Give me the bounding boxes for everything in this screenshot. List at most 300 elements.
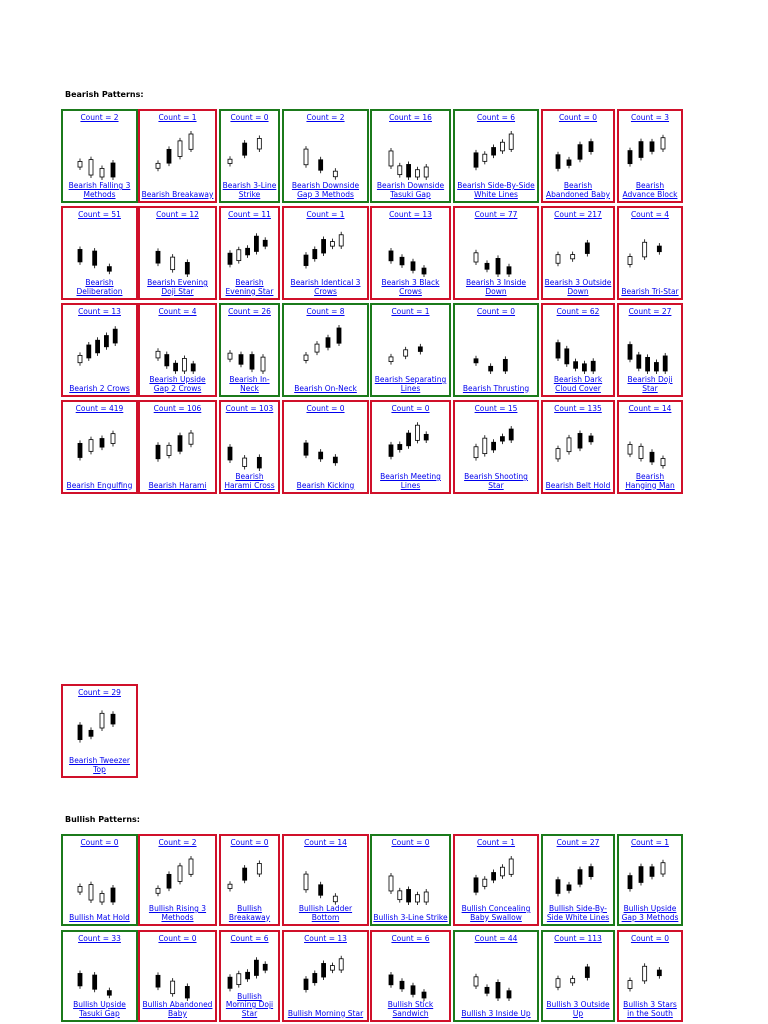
candle-body bbox=[500, 437, 504, 441]
candle-body bbox=[89, 730, 93, 736]
pattern-count-link[interactable]: Count = 11 bbox=[228, 210, 271, 219]
pattern-count-link[interactable]: Count = 1 bbox=[630, 838, 670, 847]
candle-body bbox=[92, 975, 96, 989]
pattern-count-link[interactable]: Count = 4 bbox=[158, 307, 197, 316]
pattern-count-link[interactable]: Count = 27 bbox=[628, 307, 672, 316]
pattern-name-link[interactable]: Bearish Doji Star bbox=[627, 375, 673, 393]
candlestick-pattern-icon bbox=[220, 325, 280, 375]
candlestick-pattern-icon bbox=[296, 131, 356, 181]
pattern-count-link[interactable]: Count = 4 bbox=[630, 210, 670, 219]
candle-body bbox=[639, 446, 643, 458]
candle-body bbox=[113, 329, 117, 343]
pattern-cell bbox=[138, 930, 217, 1022]
candle-body bbox=[657, 246, 661, 252]
candlestick-pattern-icon bbox=[381, 422, 441, 472]
candlestick-pattern-icon bbox=[70, 131, 130, 181]
candle-body bbox=[111, 434, 115, 444]
candle-body bbox=[571, 255, 575, 259]
pattern-name-link[interactable]: Bullish Upside Tasuki Gap bbox=[73, 1000, 126, 1018]
candle-body bbox=[100, 713, 104, 728]
pattern-cell bbox=[219, 206, 280, 300]
pattern-name-link[interactable]: Bearish Hanging Man bbox=[625, 472, 675, 490]
candle-body bbox=[507, 991, 511, 998]
candle-body bbox=[156, 445, 160, 458]
pattern-cell bbox=[282, 303, 369, 397]
candle-body bbox=[304, 874, 308, 890]
candlestick-pattern-icon bbox=[620, 228, 680, 278]
pattern-name-link[interactable]: Bullish 3 Stars in the South bbox=[623, 1000, 677, 1018]
pattern-count-link[interactable]: Count = 0 bbox=[80, 838, 119, 847]
candle-body bbox=[170, 257, 174, 270]
candle-body bbox=[236, 974, 240, 985]
pattern-cell bbox=[453, 930, 539, 1022]
pattern-name-link[interactable]: Bullish 3-Line Strike bbox=[373, 912, 448, 922]
candle-body bbox=[191, 364, 195, 371]
candle-body bbox=[167, 445, 171, 455]
pattern-cell bbox=[541, 109, 615, 203]
candle-body bbox=[228, 447, 232, 460]
candle-body bbox=[485, 987, 489, 993]
pattern-count-link[interactable]: Count = 135 bbox=[554, 404, 602, 413]
candlestick-pattern-icon bbox=[620, 856, 680, 906]
candle-body bbox=[318, 885, 322, 895]
pattern-name-link[interactable]: Bullish Side-By-Side White Lines bbox=[546, 904, 610, 922]
candlestick-pattern-icon bbox=[548, 228, 608, 278]
candlestick-pattern-icon bbox=[466, 325, 526, 375]
pattern-count-link[interactable]: Count = 62 bbox=[556, 307, 600, 316]
candle-body bbox=[189, 134, 193, 149]
candle-body bbox=[654, 362, 658, 371]
candle-body bbox=[589, 867, 593, 877]
candle-body bbox=[509, 859, 513, 874]
pattern-name-link[interactable]: Bearish Downside Gap 3 Methods bbox=[291, 181, 360, 199]
candle-body bbox=[245, 248, 249, 255]
pattern-count-link[interactable]: Count = 15 bbox=[474, 404, 518, 413]
pattern-cell bbox=[617, 400, 683, 494]
candle-body bbox=[415, 895, 419, 902]
pattern-cell bbox=[453, 206, 539, 300]
pattern-name-link[interactable]: Bearish Upside Gap 2 Crows bbox=[149, 375, 206, 393]
pattern-name-link[interactable]: Bearish Shooting Star bbox=[464, 472, 528, 490]
candlestick-pattern-icon bbox=[220, 422, 280, 472]
pattern-cell bbox=[61, 400, 138, 494]
candle-body bbox=[578, 870, 582, 885]
candle-body bbox=[578, 145, 582, 160]
pattern-cell bbox=[617, 834, 683, 926]
pattern-cell bbox=[219, 109, 280, 203]
candle-body bbox=[474, 153, 478, 167]
candle-body bbox=[643, 966, 647, 981]
candle-body bbox=[100, 438, 104, 447]
candle-body bbox=[78, 886, 82, 892]
candle-body bbox=[496, 258, 500, 274]
candle-body bbox=[312, 249, 316, 258]
candle-body bbox=[403, 350, 407, 356]
candle-body bbox=[406, 164, 410, 177]
candle-body bbox=[333, 896, 337, 902]
pattern-cell bbox=[370, 206, 451, 300]
pattern-name-link[interactable]: Bearish 2 Crows bbox=[69, 383, 130, 393]
candle-body bbox=[397, 444, 401, 449]
candle-body bbox=[503, 359, 507, 371]
candle-body bbox=[650, 142, 654, 152]
pattern-cell bbox=[453, 303, 539, 397]
pattern-count-link[interactable]: Count = 103 bbox=[225, 404, 274, 413]
candle-body bbox=[657, 970, 661, 976]
pattern-name-link[interactable]: Bearish Advance Block bbox=[622, 181, 678, 199]
pattern-name-link[interactable]: Bearish Harami Cross bbox=[224, 472, 275, 490]
candle-body bbox=[567, 885, 571, 890]
pattern-name-link[interactable]: Bearish 3 Inside Down bbox=[465, 278, 527, 296]
candle-body bbox=[389, 357, 393, 362]
pattern-name-link[interactable]: Bullish Breakaway bbox=[228, 904, 271, 922]
pattern-name-link[interactable]: Bearish Tri-Star bbox=[621, 286, 679, 296]
candle-body bbox=[650, 452, 654, 462]
pattern-name-link[interactable]: Bullish Stick Sandwich bbox=[387, 1000, 434, 1018]
candle-body bbox=[304, 355, 308, 360]
pattern-name-link[interactable]: Bullish 3 Outside Up bbox=[546, 1000, 610, 1018]
pattern-name-link[interactable]: Bearish 3 Black Crows bbox=[381, 278, 440, 296]
pattern-cell bbox=[61, 206, 138, 300]
pattern-count-link[interactable]: Count = 13 bbox=[304, 934, 347, 943]
candle-body bbox=[78, 249, 82, 261]
pattern-cell bbox=[282, 109, 369, 203]
candle-body bbox=[400, 257, 404, 265]
candlestick-pattern-icon bbox=[70, 325, 130, 375]
candle-body bbox=[406, 889, 410, 902]
candle-body bbox=[242, 143, 246, 155]
candle-body bbox=[189, 433, 193, 444]
pattern-count-link[interactable]: Count = 0 bbox=[230, 113, 269, 122]
candle-body bbox=[263, 964, 267, 970]
pattern-name-link[interactable]: Bullish Abandoned Baby bbox=[142, 1000, 213, 1018]
candle-body bbox=[321, 239, 325, 253]
pattern-count-link[interactable]: Count = 13 bbox=[389, 210, 432, 219]
candle-body bbox=[89, 885, 93, 900]
candle-body bbox=[585, 243, 589, 254]
pattern-name-link[interactable]: Bearish Downside Tasuki Gap bbox=[376, 181, 445, 199]
candle-body bbox=[639, 142, 643, 158]
pattern-count-link[interactable]: Count = 77 bbox=[474, 210, 518, 219]
candle-body bbox=[567, 438, 571, 452]
pattern-cell bbox=[617, 109, 683, 203]
candlestick-pattern-icon bbox=[466, 856, 526, 906]
pattern-name-link[interactable]: Bullish Morning Star bbox=[287, 1008, 364, 1018]
candle-body bbox=[489, 366, 493, 371]
pattern-count-link[interactable]: Count = 0 bbox=[630, 934, 670, 943]
pattern-name-link[interactable]: Bearish Breakaway bbox=[141, 189, 214, 199]
pattern-cell bbox=[138, 303, 217, 397]
candle-body bbox=[574, 362, 578, 369]
candle-body bbox=[321, 963, 325, 977]
candlestick-pattern-icon bbox=[296, 228, 356, 278]
candlestick-pattern-icon bbox=[148, 952, 208, 1002]
candle-body bbox=[156, 351, 160, 358]
candlestick-pattern-icon bbox=[296, 325, 356, 375]
pattern-count-link[interactable]: Count = 2 bbox=[306, 113, 345, 122]
candle-body bbox=[326, 338, 330, 348]
candle-body bbox=[304, 255, 308, 265]
pattern-name-link[interactable]: Bearish Meeting Lines bbox=[380, 472, 441, 490]
pattern-name-link[interactable]: Bearish Identical 3 Crows bbox=[290, 278, 361, 296]
candle-body bbox=[628, 257, 632, 265]
pattern-cell bbox=[453, 109, 539, 203]
candle-body bbox=[415, 425, 419, 440]
pattern-count-link[interactable]: Count = 44 bbox=[474, 934, 518, 943]
candle-body bbox=[318, 160, 322, 170]
candle-body bbox=[107, 267, 111, 272]
pattern-cell bbox=[282, 930, 369, 1022]
candle-body bbox=[474, 253, 478, 262]
candle-body bbox=[337, 328, 341, 343]
candle-body bbox=[228, 253, 232, 264]
candlestick-pattern-icon bbox=[381, 856, 441, 906]
pattern-name-link[interactable]: Bearish 3-Line Strike bbox=[222, 181, 277, 199]
candle-body bbox=[661, 863, 665, 874]
pattern-count-link[interactable]: Count = 14 bbox=[628, 404, 672, 413]
candle-body bbox=[182, 358, 186, 371]
candle-body bbox=[257, 138, 261, 149]
pattern-count-link[interactable]: Count = 0 bbox=[391, 404, 430, 413]
candle-body bbox=[242, 868, 246, 880]
candle-body bbox=[637, 355, 641, 368]
pattern-count-link[interactable]: Count = 12 bbox=[156, 210, 199, 219]
pattern-count-link[interactable]: Count = 1 bbox=[306, 210, 345, 219]
candle-body bbox=[567, 160, 571, 165]
candlestick-pattern-icon bbox=[70, 706, 130, 756]
candlestick-pattern-icon bbox=[148, 422, 208, 472]
pattern-cell bbox=[138, 834, 217, 926]
candle-body bbox=[111, 714, 115, 724]
pattern-name-link[interactable]: Bullish Rising 3 Methods bbox=[148, 904, 207, 922]
candle-body bbox=[556, 255, 560, 264]
pattern-count-link[interactable]: Count = 0 bbox=[391, 838, 430, 847]
candle-body bbox=[474, 977, 478, 986]
candlestick-pattern-icon bbox=[548, 422, 608, 472]
candle-body bbox=[111, 888, 115, 902]
candlestick-pattern-icon bbox=[148, 228, 208, 278]
pattern-count-link[interactable]: Count = 33 bbox=[78, 934, 121, 943]
candlestick-pattern-icon bbox=[148, 325, 208, 375]
candle-body bbox=[304, 149, 308, 165]
candlestick-pattern-icon bbox=[620, 325, 680, 375]
pattern-count-link[interactable]: Count = 2 bbox=[158, 838, 197, 847]
pattern-name-link[interactable]: Bearish Separating Lines bbox=[374, 375, 447, 393]
candle-body bbox=[333, 171, 337, 177]
candlestick-pattern-icon bbox=[220, 228, 280, 278]
candlestick-pattern-icon bbox=[381, 952, 441, 1002]
candle-body bbox=[257, 457, 261, 468]
pattern-count-link[interactable]: Count = 16 bbox=[389, 113, 432, 122]
pattern-count-link[interactable]: Count = 0 bbox=[558, 113, 598, 122]
pattern-cell bbox=[61, 109, 138, 203]
candle-body bbox=[400, 981, 404, 989]
candlestick-pattern-icon bbox=[548, 325, 608, 375]
pattern-name-link[interactable]: Bearish Thrusting bbox=[462, 383, 530, 393]
candlestick-pattern-icon bbox=[381, 325, 441, 375]
candlestick-pattern-icon bbox=[620, 422, 680, 472]
candlestick-pattern-icon bbox=[70, 422, 130, 472]
pattern-cell bbox=[138, 400, 217, 494]
candle-body bbox=[492, 873, 496, 881]
candle-body bbox=[591, 361, 595, 371]
candle-body bbox=[565, 349, 569, 364]
pattern-count-link[interactable]: Count = 3 bbox=[630, 113, 670, 122]
candle-body bbox=[646, 357, 650, 371]
pattern-cell bbox=[219, 930, 280, 1022]
pattern-cell bbox=[453, 400, 539, 494]
candle-body bbox=[89, 160, 93, 175]
pattern-count-link[interactable]: Count = 51 bbox=[78, 210, 121, 219]
pattern-count-link[interactable]: Count = 2 bbox=[80, 113, 119, 122]
candle-body bbox=[663, 356, 667, 371]
pattern-name-link[interactable]: Bearish Kicking bbox=[296, 480, 355, 490]
candle-body bbox=[254, 960, 258, 975]
pattern-count-link[interactable]: Count = 1 bbox=[158, 113, 197, 122]
pattern-cell bbox=[282, 400, 369, 494]
pattern-name-link[interactable]: Bearish Side-By-Side White Lines bbox=[457, 181, 535, 199]
pattern-count-link[interactable]: Count = 14 bbox=[304, 838, 347, 847]
candle-body bbox=[661, 138, 665, 149]
pattern-count-link[interactable]: Count = 0 bbox=[476, 307, 516, 316]
pattern-name-link[interactable]: Bearish 3 Outside Down bbox=[544, 278, 612, 296]
candle-body bbox=[330, 966, 334, 971]
candle-body bbox=[389, 151, 393, 166]
pattern-count-link[interactable]: Count = 0 bbox=[158, 934, 197, 943]
candle-body bbox=[107, 991, 111, 996]
pattern-name-link[interactable]: Bullish Mat Hold bbox=[69, 912, 130, 922]
pattern-name-link[interactable]: Bullish Upside Gap 3 Methods bbox=[621, 904, 679, 922]
pattern-cell bbox=[617, 206, 683, 300]
pattern-name-link[interactable]: Bearish Evening Star bbox=[225, 278, 274, 296]
pattern-cell bbox=[61, 834, 138, 926]
candlestick-pattern-icon bbox=[548, 131, 608, 181]
candle-body bbox=[500, 867, 504, 876]
candle-body bbox=[239, 355, 243, 365]
pattern-name-link[interactable]: Bearish Dark Cloud Cover bbox=[553, 375, 603, 393]
pattern-cell bbox=[541, 930, 615, 1022]
candle-body bbox=[330, 242, 334, 247]
candle-body bbox=[492, 148, 496, 156]
pattern-count-link[interactable]: Count = 6 bbox=[230, 934, 269, 943]
candle-body bbox=[556, 155, 560, 169]
pattern-count-link[interactable]: Count = 106 bbox=[153, 404, 202, 413]
pattern-cell bbox=[282, 834, 369, 926]
candle-body bbox=[185, 262, 189, 274]
candle-body bbox=[178, 866, 182, 882]
pattern-name-link[interactable]: Bearish Harami bbox=[148, 480, 207, 490]
pattern-count-link[interactable]: Count = 217 bbox=[554, 210, 602, 219]
pattern-name-link[interactable]: Bullish Ladder Bottom bbox=[298, 904, 353, 922]
candle-body bbox=[485, 263, 489, 269]
candle-body bbox=[189, 859, 193, 874]
pattern-count-link[interactable]: Count = 0 bbox=[230, 838, 269, 847]
candle-body bbox=[263, 240, 267, 246]
candle-body bbox=[639, 867, 643, 883]
candle-body bbox=[571, 979, 575, 983]
candle-body bbox=[156, 251, 160, 263]
candle-body bbox=[422, 268, 426, 274]
candle-body bbox=[173, 363, 177, 371]
pattern-cell bbox=[219, 400, 280, 494]
candle-body bbox=[628, 445, 632, 455]
candle-body bbox=[556, 979, 560, 988]
pattern-name-link[interactable]: Bullish 3 Inside Up bbox=[461, 1008, 531, 1018]
candlestick-pattern-icon bbox=[466, 952, 526, 1002]
candle-body bbox=[424, 434, 428, 440]
candlestick-pattern-icon bbox=[296, 856, 356, 906]
candle-body bbox=[628, 981, 632, 989]
pattern-count-link[interactable]: Count = 26 bbox=[228, 307, 271, 316]
candle-body bbox=[628, 876, 632, 889]
candle-body bbox=[474, 359, 478, 363]
pattern-name-link[interactable]: Bearish In-Neck bbox=[229, 375, 270, 393]
candle-body bbox=[312, 973, 316, 982]
pattern-count-link[interactable]: Count = 0 bbox=[306, 404, 345, 413]
pattern-cell bbox=[617, 303, 683, 397]
pattern-count-link[interactable]: Count = 6 bbox=[391, 934, 430, 943]
pattern-cell bbox=[370, 400, 451, 494]
candlestick-pattern-icon bbox=[148, 856, 208, 906]
pattern-cell bbox=[61, 930, 138, 1022]
pattern-count-link[interactable]: Count = 1 bbox=[476, 838, 516, 847]
pattern-cell bbox=[541, 834, 615, 926]
candlestick-pattern-icon bbox=[548, 856, 608, 906]
candle-body bbox=[78, 355, 82, 362]
pattern-name-link[interactable]: Bearish Abandoned Baby bbox=[545, 181, 611, 199]
candle-body bbox=[415, 170, 419, 177]
pattern-name-link[interactable]: Bearish Engulfing bbox=[66, 480, 133, 490]
candlestick-pattern-icon bbox=[620, 952, 680, 1002]
pattern-name-link[interactable]: Bearish Deliberation bbox=[76, 278, 123, 296]
candle-body bbox=[418, 347, 422, 352]
pattern-name-link[interactable]: Bearish Evening Doji Star bbox=[147, 278, 208, 296]
pattern-count-link[interactable]: Count = 27 bbox=[556, 838, 600, 847]
pattern-count-link[interactable]: Count = 13 bbox=[78, 307, 121, 316]
pattern-name-link[interactable]: Bullish Morning Doji Star bbox=[225, 991, 274, 1018]
candlestick-pattern-icon bbox=[70, 228, 130, 278]
candle-body bbox=[389, 445, 393, 457]
pattern-count-link[interactable]: Count = 113 bbox=[554, 934, 602, 943]
pattern-count-link[interactable]: Count = 6 bbox=[476, 113, 516, 122]
candle-body bbox=[474, 878, 478, 892]
pattern-cell bbox=[541, 206, 615, 300]
candle-body bbox=[257, 863, 261, 874]
candle-body bbox=[167, 149, 171, 163]
pattern-count-link[interactable]: Count = 29 bbox=[78, 688, 121, 697]
candle-body bbox=[245, 972, 249, 979]
candle-body bbox=[422, 992, 426, 998]
pattern-name-link[interactable]: Bearish Falling 3 Methods bbox=[68, 181, 131, 199]
candle-body bbox=[483, 438, 487, 453]
candle-body bbox=[167, 874, 171, 888]
pattern-name-link[interactable]: Bearish On-Neck bbox=[294, 383, 357, 393]
pattern-name-link[interactable]: Bearish Belt Hold bbox=[545, 480, 611, 490]
candle-body bbox=[333, 457, 337, 463]
pattern-cell bbox=[61, 303, 138, 397]
candle-body bbox=[318, 452, 322, 459]
pattern-count-link[interactable]: Count = 1 bbox=[391, 307, 430, 316]
candlestick-pattern-icon bbox=[148, 131, 208, 181]
pattern-count-link[interactable]: Count = 8 bbox=[306, 307, 345, 316]
pattern-name-link[interactable]: Bearish Tweezer Top bbox=[69, 756, 130, 774]
pattern-cell bbox=[541, 303, 615, 397]
pattern-name-link[interactable]: Bullish Concealing Baby Swallow bbox=[461, 904, 531, 922]
candle-body bbox=[100, 168, 104, 177]
candle-body bbox=[424, 167, 428, 177]
pattern-count-link[interactable]: Count = 419 bbox=[75, 404, 124, 413]
candlestick-pattern-icon bbox=[466, 131, 526, 181]
